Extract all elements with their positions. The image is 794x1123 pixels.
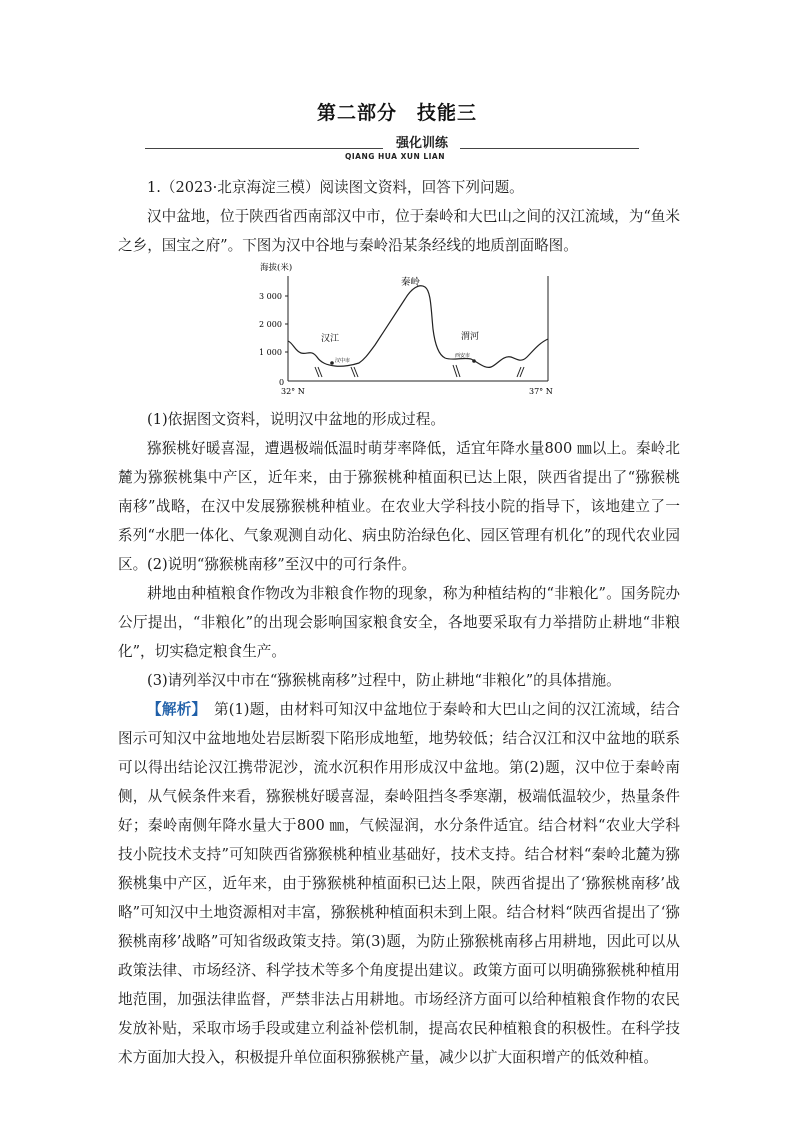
label-hanjiang: 汉江 <box>321 334 340 344</box>
y-tick-label-1000: 1 000 <box>259 348 282 357</box>
y-axis-label: 海拔(米) <box>260 263 293 273</box>
analysis-text: 第(1)题，由材料可知汉中盆地位于秦岭和大巴山之间的汉江流域，结合图示可知汉中盆地地处岩层断裂下陷形成地堑，地势较低；结合汉江和汉中盆地的联系可以得出结论汉江携带泥沙，流水沉积作用形成汉中盆地。第(2)题，汉中位于秦岭南侧，从气候条件来看，猕猴桃好暖喜湿，秦岭阻挡冬季寒潮，极端低温较少，热量条件好；秦岭南侧年降水量大于800 ㎜，气候湿润，水分条件适宜。结合材料“农业大学科技小院技术支持”可知陕西省猕猴桃种植业基础好，技术支持。结合材料“秦岭北麓为猕猴桃集中产区，近年来，由于猕猴桃种植面积已达上限，陕西省提出了‘猕猴桃南移’战略”可知汉中土地资源相对丰富，猕猴桃种植面积未到上限。结合材料“陕西省提出了‘猕猴桃南移’战略”可知省级政策支持。第(3)题，为防止猕猴桃南移占用耕地，因此可以从政策法律、市场经济、科学技术等多个角度提出建议。政策方面可以明确猕猴桃种植用地范围，加强法律监督，严禁非法占用耕地。市场经济方面可以给种植粮食作物的农民发放补贴，采取市场手段或建立利益补偿机制，提高农民种植粮食的积极性。在科学技术方面加大投入，积极提升单位面积猕猴桃产量，减少以扩大面积增产的低效种植。 <box>118 701 680 1066</box>
label-xian: 西安市 <box>455 353 471 359</box>
terrain-profile-line <box>288 286 548 368</box>
banner-pinyin: QIANG HUA XUN LIAN <box>345 152 445 161</box>
x-label-32n: 32° N <box>281 387 305 396</box>
geologic-profile-figure <box>255 259 555 404</box>
label-hanzhong: 汉中市 <box>335 358 351 364</box>
xian-city-dot <box>472 359 476 363</box>
hanzhong-city-dot <box>330 361 334 365</box>
label-weihe: 渭河 <box>461 332 480 342</box>
analysis-paragraph <box>118 695 680 1072</box>
material-3: 耕地由种植粮食作物改为非粮食作物的现象，称为种植结构的“非粮化”。国务院办公厅提出，“非粮化”的出现会影响国家粮食安全，各地要采取有力举措防止耕地“非粮化”，切实稳定粮食生产。 <box>118 585 680 660</box>
y-tick-label-2000: 2 000 <box>259 320 282 329</box>
label-qinling: 秦岭 <box>401 277 421 288</box>
material-1: 汉中盆地，位于陕西省西南部汉中市，位于秦岭和大巴山之间的汉江流域，为“鱼米之乡，国宝之府”。下图为汉中谷地与秦岭沿某条经线的地质剖面略图。 <box>118 208 680 254</box>
banner-rule-left <box>145 148 383 149</box>
question-stem: 1.（2023·北京海淀三模）阅读图文资料，回答下列问题。 <box>147 179 524 196</box>
section-banner <box>145 135 639 165</box>
y-tick-label-0: 0 <box>279 378 285 387</box>
banner-rule-right <box>460 148 639 149</box>
question-1: (1)依据图文资料，说明汉中盆地的形成过程。 <box>147 411 445 428</box>
banner-badge: 强化训练 <box>395 136 448 151</box>
x-label-37n: 37° N <box>529 387 553 396</box>
question-3: (3)请列举汉中市在“猕猴桃南移”过程中，防止耕地“非粮化”的具体措施。 <box>147 672 621 689</box>
page-title: 第二部分 技能三 <box>316 102 477 124</box>
analysis-tag: 【解析】 <box>147 701 200 718</box>
y-tick-label-3000: 3 000 <box>259 292 282 301</box>
material-2: 猕猴桃好暖喜湿，遭遇极端低温时萌芽率降低，适宜年降水量800 ㎜以上。秦岭北麓为猕猴桃集中产区，近年来，由于猕猴桃种植面积已达上限，陕西省提出了“猕猴桃南移”战略，在汉中发展猕猴桃种植业。在农业大学科技小院的指导下，该地建立了一系列“水肥一体化、气象观测自动化、病虫防治绿色化、园区管理有机化”的现代农业园区。 <box>118 440 680 573</box>
question-2: (2)说明“猕猴桃南移”至汉中的可行条件。 <box>147 556 417 573</box>
